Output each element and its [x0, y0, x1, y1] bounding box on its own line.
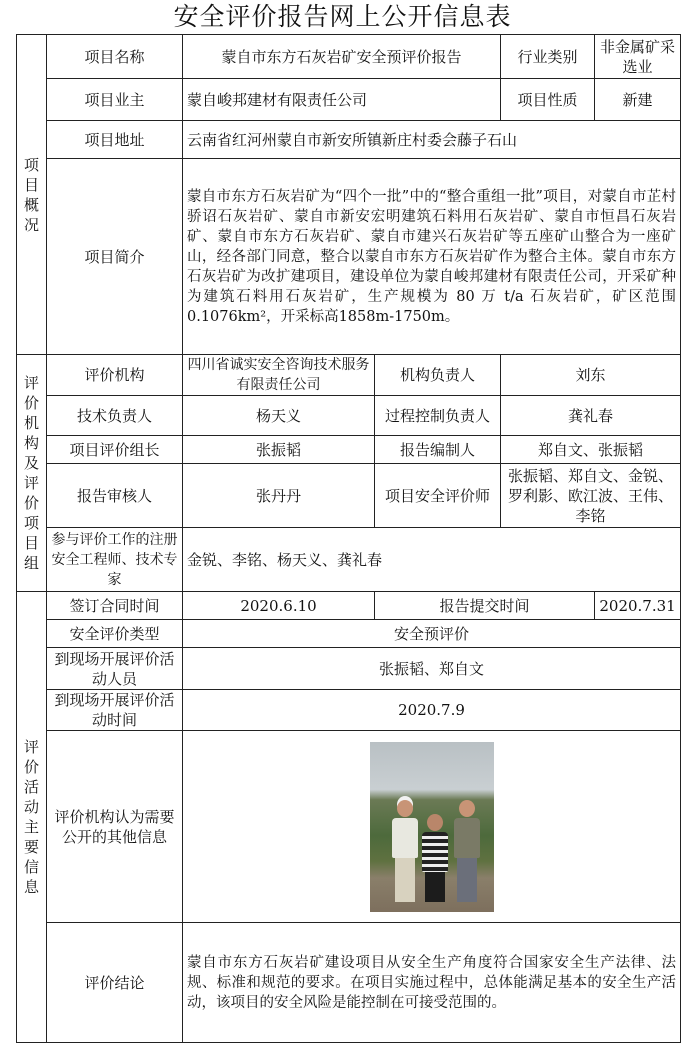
- section-overview: 项目概况: [17, 35, 47, 355]
- project-owner-label: 项目业主: [47, 79, 183, 121]
- project-intro-label: 项目简介: [47, 159, 183, 355]
- eval-org-label: 评价机构: [47, 355, 183, 396]
- industry-label: 行业类别: [501, 35, 595, 79]
- project-owner-value: 蒙自峻邦建材有限责任公司: [183, 79, 501, 121]
- project-name-label: 项目名称: [47, 35, 183, 79]
- process-control-label: 过程控制负责人: [375, 396, 501, 436]
- conclusion-value: 蒙自市东方石灰岩矿建设项目从安全生产角度符合国家安全生产法律、法规、标准和规范的要求。在项目实施过程中，总体能满足基本的安全生产活动，该项目的安全风险是能控制在可接受范围的。: [183, 923, 681, 1043]
- site-people-value: 张振韬、郑自文: [183, 648, 681, 690]
- project-intro-value: 蒙自市东方石灰岩矿为“四个一批”中的“整合重组一批”项目，对蒙自市芷村骄诏石灰岩矿、蒙自市新安宏明建筑石料用石灰岩矿、蒙自市恒昌石灰岩矿、蒙自市东方石灰岩矿、蒙自市建兴石灰岩矿等五座矿山整合为一座矿山，经各部门同意，整合以蒙自市东方石灰岩矿作为整合主体。蒙自市东方石灰岩矿为改扩建项目，建设单位为蒙自峻邦建材有限责任公司，开采矿种为建筑石料用石灰岩矿，生产规模为 80 万 t/a 石灰岩矿，矿区范围 0.1076km²，开采标高1858m-1750m。: [183, 159, 681, 355]
- evaluators-value: 张振韬、郑自文、金锐、罗利影、欧江波、王伟、李铭: [501, 464, 681, 528]
- eval-org-value: 四川省诚实安全咨询技术服务有限责任公司: [183, 355, 375, 396]
- page-title: 安全评价报告网上公开信息表: [173, 2, 512, 31]
- industry-value: 非金属矿采选业: [595, 35, 681, 79]
- experts-value: 金锐、李铭、杨天义、龚礼春: [183, 528, 681, 592]
- site-time-value: 2020.7.9: [183, 690, 681, 731]
- project-nature-value: 新建: [595, 79, 681, 121]
- info-table: [16, 34, 681, 1043]
- photo-person-2: [422, 814, 448, 902]
- eval-type-label: 安全评价类型: [47, 620, 183, 648]
- project-name-value: 蒙自市东方石灰岩矿安全预评价报告: [183, 35, 501, 79]
- eval-type-value: 安全预评价: [183, 620, 681, 648]
- other-info-label: 评价机构认为需要公开的其他信息: [47, 731, 183, 923]
- section-activity: 评价活动主要信息: [17, 592, 47, 1043]
- photo-person-3: [454, 800, 480, 902]
- project-address-value: 云南省红河州蒙自市新安所镇新庄村委会藤子石山: [183, 121, 681, 159]
- evaluators-label: 项目安全评价师: [375, 464, 501, 528]
- report-reviewer-value: 张丹丹: [183, 464, 375, 528]
- org-head-label: 机构负责人: [375, 355, 501, 396]
- org-head-value: 刘东: [501, 355, 681, 396]
- project-nature-label: 项目性质: [501, 79, 595, 121]
- report-writer-value: 郑自文、张振韬: [501, 436, 681, 464]
- submit-date-value: 2020.7.31: [595, 592, 681, 620]
- photo-person-1: [392, 800, 418, 902]
- site-photo: [370, 742, 494, 912]
- experts-label: 参与评价工作的注册安全工程师、技术专家: [47, 528, 183, 592]
- report-writer-label: 报告编制人: [375, 436, 501, 464]
- other-info-cell: [183, 731, 681, 923]
- site-time-label: 到现场开展评价活动时间: [47, 690, 183, 731]
- site-people-label: 到现场开展评价活动人员: [47, 648, 183, 690]
- section-team: 评价机构及评价项目组: [17, 355, 47, 592]
- report-reviewer-label: 报告审核人: [47, 464, 183, 528]
- contract-date-value: 2020.6.10: [183, 592, 375, 620]
- team-leader-value: 张振韬: [183, 436, 375, 464]
- tech-head-value: 杨天义: [183, 396, 375, 436]
- process-control-value: 龚礼春: [501, 396, 681, 436]
- contract-date-label: 签订合同时间: [47, 592, 183, 620]
- team-leader-label: 项目评价组长: [47, 436, 183, 464]
- tech-head-label: 技术负责人: [47, 396, 183, 436]
- conclusion-label: 评价结论: [47, 923, 183, 1043]
- submit-date-label: 报告提交时间: [375, 592, 595, 620]
- project-address-label: 项目地址: [47, 121, 183, 159]
